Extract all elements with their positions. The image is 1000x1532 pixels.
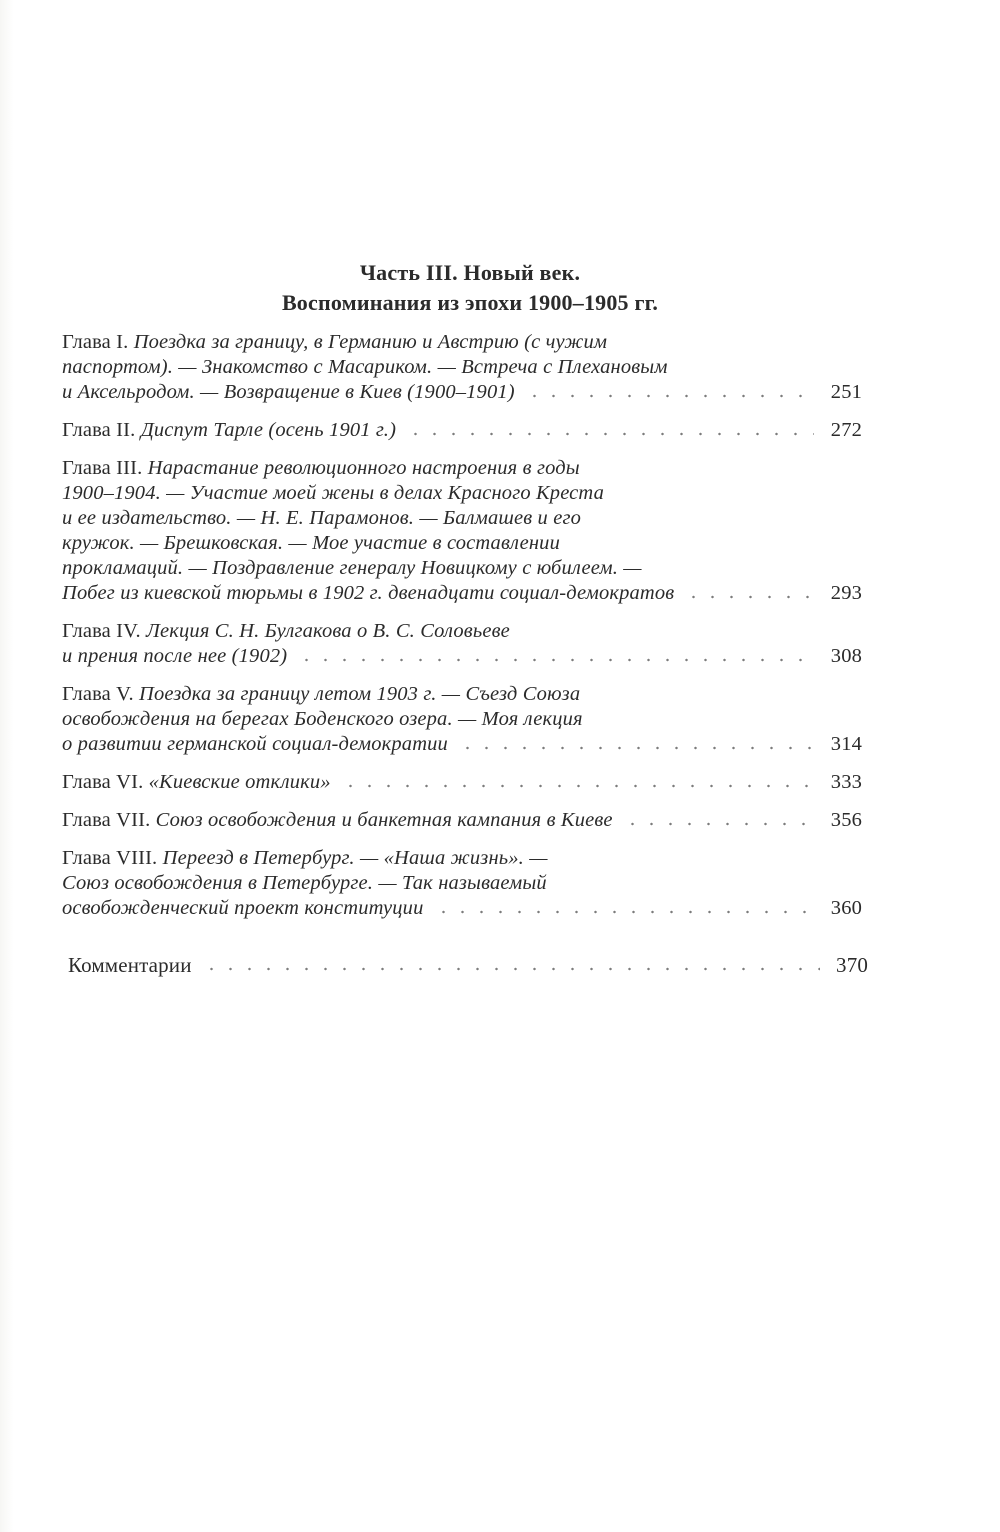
part-subtitle: Воспоминания из эпохи 1900–1905 гг. xyxy=(281,290,659,315)
chapter-title-line: и прения после нее (1902) xyxy=(62,645,288,667)
chapter-title-line: освобождения на берегах Боденского озера. — Моя лекция xyxy=(62,708,583,730)
toc-last-line xyxy=(62,418,862,443)
dot-leader xyxy=(623,821,814,827)
toc-entry-chapter-5[interactable] xyxy=(62,682,862,757)
chapter-title-line: Союз освобождения и банкетная кампания в Киеве xyxy=(155,809,613,831)
chapter-label: Глава I. xyxy=(62,331,134,353)
chapter-label: Глава VII. xyxy=(62,809,156,831)
toc-entry-comments[interactable] xyxy=(68,953,868,978)
page-number: 308 xyxy=(830,645,862,667)
dot-leader xyxy=(406,431,814,437)
toc-last-line xyxy=(62,808,862,833)
toc-last-line xyxy=(62,581,862,606)
toc-line xyxy=(62,682,862,707)
toc-line xyxy=(62,619,862,644)
chapter-title-line: Лекция С. Н. Булгакова о В. С. Соловьеве xyxy=(146,620,510,642)
toc-last-line xyxy=(62,896,862,921)
page-number: 272 xyxy=(830,419,862,441)
chapter-label: Глава IV. xyxy=(62,620,147,642)
page-number: 293 xyxy=(830,582,862,604)
toc-line xyxy=(62,330,862,355)
page-number: 356 xyxy=(830,809,862,831)
chapter-title-line: и Аксельродом. — Возвращение в Киев (1900–1901) xyxy=(62,381,515,403)
page-number: 251 xyxy=(830,381,862,403)
chapter-title-line: о развитии германской социал-демократии xyxy=(62,733,448,755)
chapter-title-line: Поездка за границу летом 1903 г. — Съезд Союза xyxy=(139,683,581,705)
dot-leader xyxy=(434,909,815,915)
chapter-title-line: Переезд в Петербург. — «Наша жизнь». — xyxy=(162,847,548,869)
toc-entry-chapter-7[interactable] xyxy=(62,808,862,833)
part-heading xyxy=(60,258,880,318)
chapter-title-line: паспортом). — Знакомство с Масариком. — Встреча с Плехановым xyxy=(62,356,668,378)
toc-entry-chapter-8[interactable] xyxy=(62,846,862,921)
chapter-title-line: кружок. — Брешковская. — Мое участие в составлении xyxy=(62,532,560,554)
page-number: 370 xyxy=(836,953,868,977)
chapter-label: Глава VIII. xyxy=(62,847,163,869)
chapter-title-line: 1900–1904. — Участие моей жены в делах Красного Креста xyxy=(62,482,605,504)
chapter-title-line: «Киевские отклики» xyxy=(148,771,331,793)
chapter-title-line: освобожденческий проект конституции xyxy=(62,897,424,919)
toc-entry-chapter-3[interactable] xyxy=(62,456,862,606)
toc-last-line xyxy=(62,380,862,405)
chapter-label: Глава VI. xyxy=(62,771,149,793)
chapter-title-line: и ее издательство. — Н. Е. Парамонов. — Балмашев и его xyxy=(62,507,582,529)
toc-entry-chapter-1[interactable] xyxy=(62,330,862,405)
dot-leader xyxy=(525,393,814,399)
dot-leader xyxy=(458,745,814,751)
chapter-label: Глава III. xyxy=(62,457,148,479)
dot-leader xyxy=(202,966,820,972)
page-number: 314 xyxy=(830,733,862,755)
toc-last-line xyxy=(62,732,862,757)
toc-entry-chapter-2[interactable] xyxy=(62,418,862,443)
toc-last-line xyxy=(62,770,862,795)
dot-leader xyxy=(684,594,814,600)
chapter-title-line: Побег из киевской тюрьмы в 1902 г. двенадцати социал-демократов xyxy=(62,582,675,604)
comments-label: Комментарии xyxy=(68,953,192,977)
chapter-label: Глава V. xyxy=(62,683,140,705)
toc-line xyxy=(62,770,331,795)
toc-line xyxy=(62,846,862,871)
dot-leader xyxy=(297,657,814,663)
toc-line xyxy=(62,418,396,443)
chapter-title-line: Поездка за границу, в Германию и Австрию (с чужим xyxy=(133,331,608,353)
toc-last-line xyxy=(68,953,868,978)
chapter-label: Глава II. xyxy=(62,419,141,441)
page-number: 360 xyxy=(830,897,862,919)
chapter-title-line: Союз освобождения в Петербурге. — Так называемый xyxy=(62,872,547,894)
dot-leader xyxy=(341,783,814,789)
toc-line xyxy=(62,808,613,833)
chapter-title-line: Нарастание революционного настроения в годы xyxy=(147,457,580,479)
toc-line xyxy=(62,456,862,481)
chapter-title-line: прокламаций. — Поздравление генералу Новицкому с юбилеем. — xyxy=(62,557,642,579)
toc-last-line xyxy=(62,644,862,669)
part-title: Часть III. Новый век. xyxy=(359,260,581,285)
table-of-contents xyxy=(62,330,868,991)
toc-entry-chapter-4[interactable] xyxy=(62,619,862,669)
chapter-title-line: Диспут Тарле (осень 1901 г.) xyxy=(140,419,397,441)
page-number: 333 xyxy=(830,771,862,793)
toc-entry-chapter-6[interactable] xyxy=(62,770,862,795)
